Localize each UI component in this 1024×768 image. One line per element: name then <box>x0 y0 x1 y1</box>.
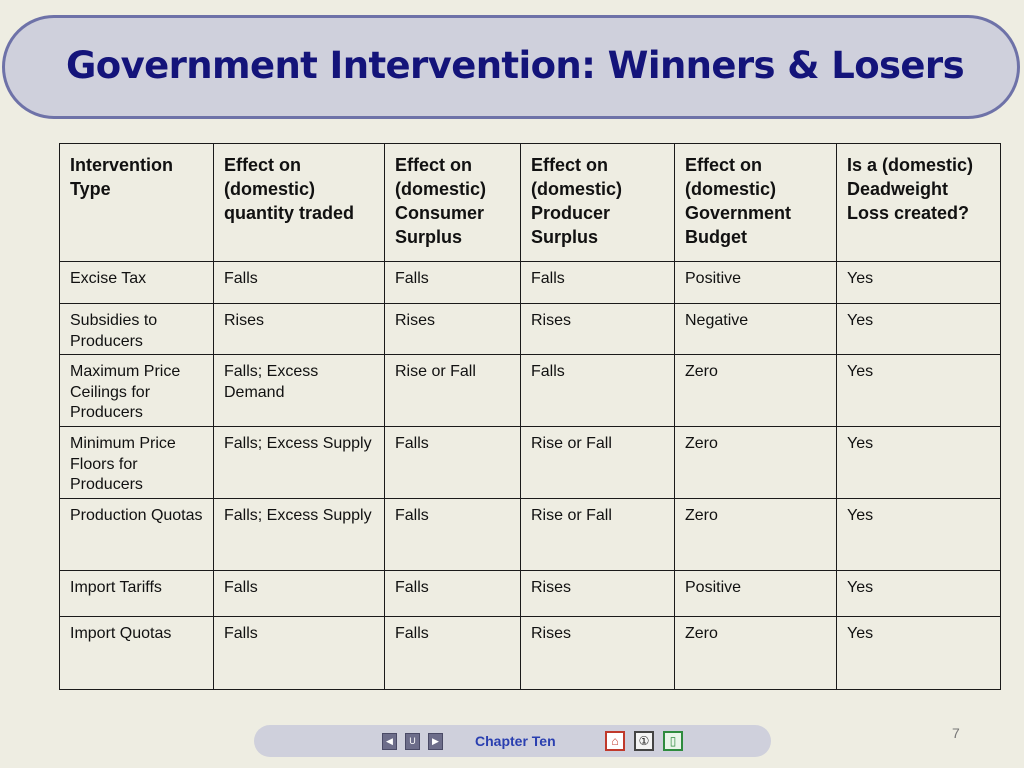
exit-icon[interactable]: ▯ <box>663 731 683 751</box>
table-cell: Falls <box>214 262 385 304</box>
table-cell: Falls <box>521 355 675 427</box>
table-row <box>60 304 1001 355</box>
next-slide-icon[interactable]: ▶ <box>428 733 443 750</box>
table-header-row <box>60 144 1001 262</box>
header-cell: Effect on (domestic) Producer Surplus <box>521 144 675 262</box>
table-cell: Yes <box>837 427 1001 499</box>
table-cell: Yes <box>837 499 1001 571</box>
table-row <box>60 355 1001 427</box>
chapter-label: Chapter Ten <box>475 733 556 749</box>
table-cell: Yes <box>837 262 1001 304</box>
table-cell: Zero <box>675 427 837 499</box>
table-cell: Falls <box>214 571 385 617</box>
slide-title: Government Intervention: Winners & Losers <box>66 44 964 87</box>
table-cell: Rises <box>214 304 385 355</box>
table-cell: Import Quotas <box>60 617 214 690</box>
table-cell: Minimum Price Floors for Producers <box>60 427 214 499</box>
table-cell: Positive <box>675 262 837 304</box>
table-cell: Yes <box>837 571 1001 617</box>
intervention-table <box>59 143 1001 690</box>
header-cell: Effect on (domestic) quantity traded <box>214 144 385 262</box>
table-cell: Yes <box>837 355 1001 427</box>
table-cell: Falls <box>385 262 521 304</box>
previous-slide-icon[interactable]: ◀ <box>382 733 397 750</box>
table-cell: Rise or Fall <box>521 499 675 571</box>
table-cell: Maximum Price Ceilings for Producers <box>60 355 214 427</box>
table-cell: Falls; Excess Supply <box>214 427 385 499</box>
table-cell: Rise or Fall <box>385 355 521 427</box>
return-icon[interactable]: U <box>405 733 420 750</box>
header-cell: Effect on (domestic) Government Budget <box>675 144 837 262</box>
table-cell: Yes <box>837 304 1001 355</box>
table-cell: Rises <box>521 617 675 690</box>
header-cell: Is a (domestic) Deadweight Loss created? <box>837 144 1001 262</box>
table-row <box>60 499 1001 571</box>
table-cell: Rises <box>521 571 675 617</box>
table-cell: Falls <box>385 617 521 690</box>
table-cell: Rises <box>385 304 521 355</box>
home-icon[interactable]: ⌂ <box>605 731 625 751</box>
table-cell: Zero <box>675 617 837 690</box>
table-cell: Falls <box>214 617 385 690</box>
table-cell: Falls <box>521 262 675 304</box>
info-icon[interactable]: ① <box>634 731 654 751</box>
table-cell: Falls <box>385 571 521 617</box>
table-cell: Falls; Excess Demand <box>214 355 385 427</box>
table-cell: Rise or Fall <box>521 427 675 499</box>
table-cell: Falls <box>385 499 521 571</box>
page-number: 7 <box>952 725 960 741</box>
table-cell: Zero <box>675 499 837 571</box>
header-cell: Intervention Type <box>60 144 214 262</box>
table-row <box>60 427 1001 499</box>
table-cell: Positive <box>675 571 837 617</box>
table-cell: Negative <box>675 304 837 355</box>
header-cell: Effect on (domestic) Consumer Surplus <box>385 144 521 262</box>
table-cell: Falls <box>385 427 521 499</box>
table-cell: Falls; Excess Supply <box>214 499 385 571</box>
table-cell: Rises <box>521 304 675 355</box>
table-row <box>60 262 1001 304</box>
table-row <box>60 571 1001 617</box>
table-cell: Production Quotas <box>60 499 214 571</box>
table-cell: Yes <box>837 617 1001 690</box>
table-cell: Subsidies to Producers <box>60 304 214 355</box>
table-cell: Excise Tax <box>60 262 214 304</box>
table-cell: Zero <box>675 355 837 427</box>
table-cell: Import Tariffs <box>60 571 214 617</box>
table-row <box>60 617 1001 690</box>
